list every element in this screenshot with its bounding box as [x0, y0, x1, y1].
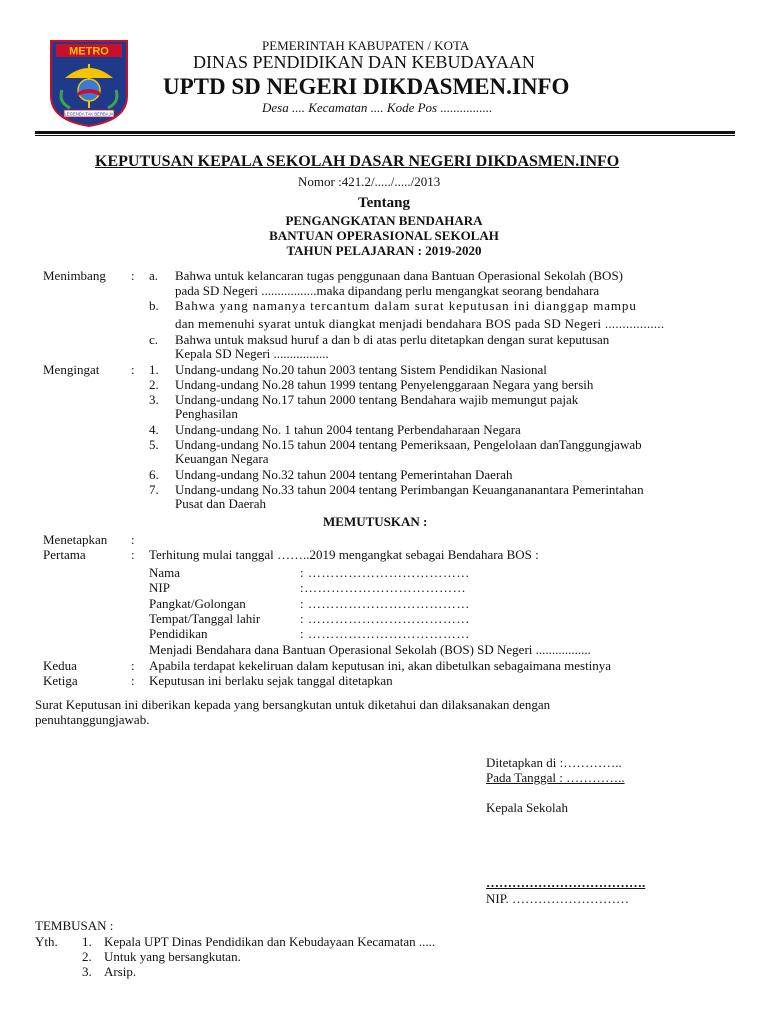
subject-line-3: TAHUN PELAJARAN : 2019-2020 — [286, 243, 482, 258]
mengingat-7-line1: Undang-undang No.33 tahun 2004 tentang Perimbangan Keuangananantara Pemerintahan — [175, 482, 644, 497]
tembusan-item-1: Kepala UPT Dinas Pendidikan dan Kebudayaan Kecamatan ..... — [104, 934, 436, 949]
metro-logo — [48, 38, 130, 128]
mengingat-3-line1: Undang-undang No.17 tahun 2000 tentang Bendahara wajib memungut pajak — [175, 392, 579, 407]
mengingat-marker-7: 7. — [149, 482, 159, 497]
kedua-colon: : — [131, 658, 135, 673]
header-school: UPTD SD NEGERI DIKDASMEN.INFO — [163, 74, 570, 99]
mengingat-3-line2: Penghasilan — [175, 406, 238, 421]
field-nama-label: Nama — [149, 565, 181, 580]
menimbang-c-line1: Bahwa untuk maksud huruf a dan b di atas perlu ditetapkan dengan surat keputusan — [175, 332, 610, 347]
tembusan-label: TEMBUSAN : — [35, 918, 114, 933]
ketiga-text: Keputusan ini berlaku sejak tanggal ditetapkan — [149, 673, 393, 688]
tembusan-item-3: Arsip. — [104, 964, 137, 979]
mengingat-marker-2: 2. — [149, 377, 159, 392]
menimbang-marker-c: c. — [149, 332, 159, 347]
mengingat-marker-5: 5. — [149, 437, 159, 452]
signer-name: ………………………………. — [486, 875, 646, 890]
pertama-label: Pertama — [43, 547, 86, 562]
memutuskan-heading: MEMUTUSKAN : — [323, 514, 428, 529]
menetapkan-label: Menetapkan — [43, 532, 108, 547]
tembusan-marker-1: 1. — [82, 934, 92, 949]
pertama-colon: : — [131, 547, 135, 562]
closing-line-1: Surat Keputusan ini diberikan kepada yang bersangkutan untuk diketahui dan dilaksanakan dengan — [35, 697, 551, 712]
mengingat-5-line1: Undang-undang No.15 tahun 2004 tentang Pemeriksaan, Pengelolaan danTanggungjawab — [175, 437, 642, 452]
tembusan-marker-2: 2. — [82, 949, 92, 964]
field-nama-value: : ……………………………… — [300, 565, 470, 580]
subject-line-2: BANTUAN OPERASIONAL SEKOLAH — [269, 228, 499, 243]
decree-heading: KEPUTUSAN KEPALA SEKOLAH DASAR NEGERI DIKDASMEN.INFO — [95, 153, 620, 170]
field-nip-label: NIP — [149, 580, 170, 595]
tembusan-item-2: Untuk yang bersangkutan. — [104, 949, 241, 964]
menimbang-label: Menimbang — [43, 268, 106, 283]
header-dept: DINAS PENDIDIKAN DAN KEBUDAYAAN — [193, 52, 535, 72]
ditetapkan-di: Ditetapkan di :………….. — [486, 755, 622, 770]
kedua-label: Kedua — [43, 658, 77, 673]
menimbang-a-line1: Bahwa untuk kelancaran tugas penggunaan dana Bantuan Operasional Sekolah (BOS) — [175, 268, 624, 283]
mengingat-marker-6: 6. — [149, 467, 159, 482]
mengingat-marker-4: 4. — [149, 422, 159, 437]
menimbang-marker-b: b. — [149, 298, 159, 313]
menimbang-colon: : — [131, 268, 135, 283]
menetapkan-colon: : — [131, 532, 135, 547]
kop-divider-thick — [35, 131, 735, 134]
field-pangkat-label: Pangkat/Golongan — [149, 596, 246, 611]
mengingat-marker-3: 3. — [149, 392, 159, 407]
menimbang-c-line2: Kepala SD Negeri ................. — [175, 346, 329, 361]
decree-number: Nomor :421.2/...../...../2013 — [298, 174, 441, 189]
mengingat-6-line1: Undang-undang No.32 tahun 2004 tentang Pemerintahan Daerah — [175, 467, 513, 482]
mengingat-5-line2: Keuangan Negara — [175, 451, 269, 466]
pertama-text: Terhitung mulai tanggal ……..2019 mengangkat sebagai Bendahara BOS : — [149, 547, 539, 562]
mengingat-label: Mengingat — [43, 362, 100, 377]
menimbang-a-line2: pada SD Negeri .................maka dipandang perlu mengangkat seorang bendahara — [175, 283, 600, 298]
pada-tanggal: Pada Tanggal : ………….. — [486, 770, 625, 785]
menimbang-b-line2: dan memenuhi syarat untuk diangkat menjadi bendahara BOS pada SD Negeri ................. — [175, 316, 665, 331]
mengingat-1-line1: Undang-undang No.20 tahun 2003 tentang Sistem Pendidikan Nasional — [175, 362, 547, 377]
mengingat-4-line1: Undang-undang No. 1 tahun 2004 tentang Perbendaharaan Negara — [175, 422, 521, 437]
tembusan-yth: Yth. — [35, 934, 58, 949]
menimbang-b-line1: Bahwa yang namanya tercantum dalam surat keputusan ini dianggap mampu — [175, 298, 637, 313]
field-ttl-label: Tempat/Tanggal lahir — [149, 611, 261, 626]
logo-text: METRO — [69, 45, 109, 58]
field-ttl-value: : ……………………………… — [300, 611, 470, 626]
kop-divider-thin — [35, 135, 735, 136]
signer-role: Kepala Sekolah — [486, 800, 568, 815]
field-pendidikan-value: : ……………………………… — [300, 626, 470, 641]
mengingat-2-line1: Undang-undang No.28 tahun 1999 tentang Penyelenggaraan Negara yang bersih — [175, 377, 594, 392]
logo-motto: LEGENDA TAK BERBAJA — [64, 111, 114, 117]
mengingat-7-line2: Pusat dan Daerah — [175, 496, 266, 511]
kedua-text: Apabila terdapat kekeliruan dalam keputusan ini, akan dibetulkan sebagaimana mestinya — [149, 658, 612, 673]
menimbang-marker-a: a. — [149, 268, 159, 283]
ketiga-colon: : — [131, 673, 135, 688]
tentang-label: Tentang — [358, 195, 410, 211]
field-pangkat-value: : ……………………………… — [300, 596, 470, 611]
header-gov: PEMERINTAH KABUPATEN / KOTA — [262, 38, 470, 53]
closing-line-2: penuhtanggungjawab. — [35, 712, 150, 727]
mengingat-marker-1: 1. — [149, 362, 159, 377]
field-nip-value: :……………………………… — [300, 580, 467, 595]
header-address: Desa .... Kecamatan .... Kode Pos ................ — [262, 100, 493, 115]
pertama-closing: Menjadi Bendahara dana Bantuan Operasional Sekolah (BOS) SD Negeri ................. — [149, 642, 591, 657]
tembusan-marker-3: 3. — [82, 964, 92, 979]
field-pendidikan-label: Pendidikan — [149, 626, 208, 641]
subject-line-1: PENGANGKATAN BENDAHARA — [285, 213, 483, 228]
mengingat-colon: : — [131, 362, 135, 377]
ketiga-label: Ketiga — [43, 673, 78, 688]
signer-nip: NIP. ……………………… — [486, 891, 630, 906]
